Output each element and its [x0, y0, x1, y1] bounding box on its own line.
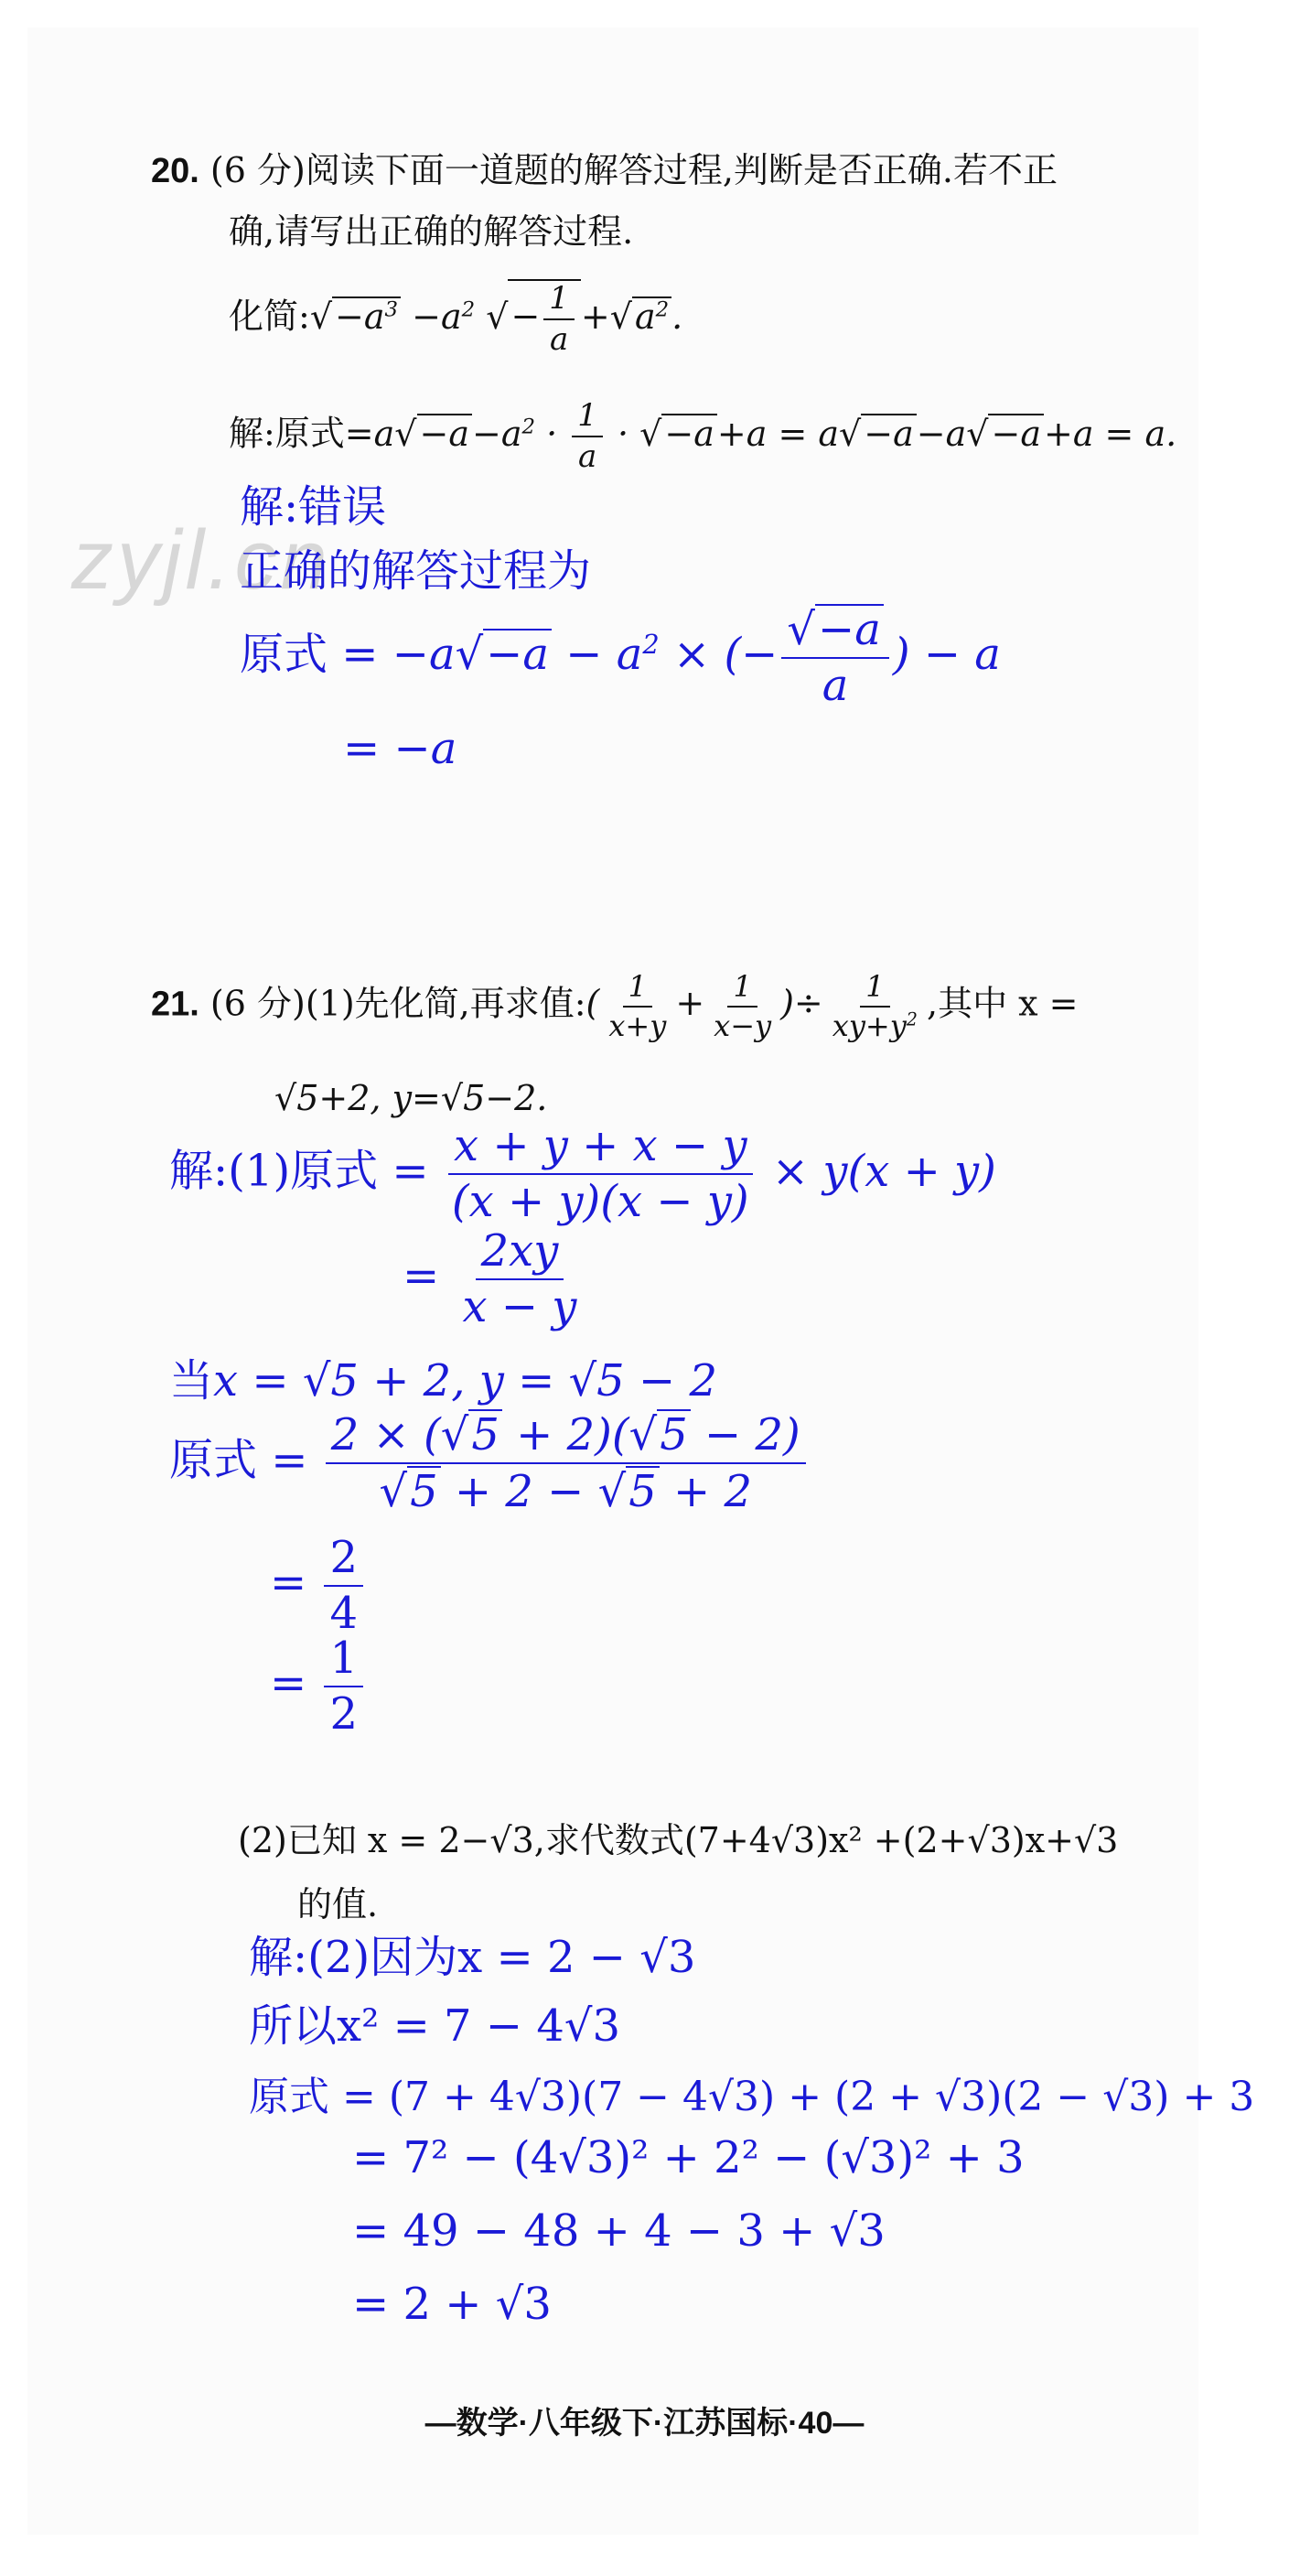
- q21-p2-line5: = 49 − 48 + 4 − 3 + √3: [352, 2205, 886, 2257]
- q21-intro: (6 分)(1)先化简,再求值:: [209, 983, 586, 1024]
- q21-p2-line1: 解:(2)因为x = 2 − √3: [249, 1932, 696, 1983]
- q21-p1-when-text: x = √5 + 2, y = √5 − 2: [213, 1355, 717, 1407]
- q21-p1-frac-a-den: 4: [329, 1588, 359, 1640]
- q21-p1-when-label: 当: [169, 1355, 214, 1407]
- q21-p1-line2: = $\frac{2xy}{x - y}$: [403, 1225, 577, 1333]
- q20-intro1: (6 分)阅读下面一道题的解答过程,判断是否正确.若不正: [209, 150, 1058, 190]
- q21-condition: √5+2, y=√5−2.: [274, 1078, 548, 1118]
- q21-p2-line4: = 7² − (4√3)² + 2² − (√3)² + 3: [352, 2132, 1025, 2183]
- q21-p2-line6: = 2 + √3: [352, 2279, 552, 2330]
- q20-solution: 解:原式$=a√-a-a^2$ · $\frac{1}{a}$ · √−a+a = a√−a−a√−a+a = a.: [229, 397, 1177, 476]
- q21-p1-frac-b-den: 2: [329, 1688, 359, 1741]
- q21-p2-line2: 所以x² = 7 − 4√3: [249, 2000, 620, 2052]
- q21-number: 21.: [151, 985, 199, 1024]
- page-footer: —数学·八年级下·江苏国标·40—: [424, 2406, 865, 2441]
- q21-line1: 21. (6 分)(1)先化简,再求值:( $\frac{1}{x+y}$ + $\frac{1}{x-y}$ )÷ $\frac{1}{xy+y^2}$ ,其中 x =: [151, 969, 1079, 1043]
- q21-p1-frac-b-num: 1: [324, 1633, 363, 1687]
- q21-p1-orig: 原式 = $\frac{2 \times (√5 + 2)(√5 - 2)}{√5 + 2 - √5 + 2}$: [169, 1409, 810, 1517]
- q20-ans-line4: = −a: [343, 723, 457, 774]
- q21-p2-line3: 原式 = (7 + 4√3)(7 − 4√3) + (2 + √3)(2 − √3) + 3: [249, 2074, 1255, 2120]
- q21-p1-label: 解:(1)原式: [169, 1145, 379, 1197]
- q21-p1-frac-a-num: 2: [324, 1533, 363, 1587]
- q20-intro2: 确,请写出正确的解答过程.: [229, 211, 634, 252]
- q21-p1-line1: 解:(1)原式 = $\frac{x + y + x - y}{(x + y)(x - y)}$ × y(x + y): [169, 1120, 996, 1228]
- q20-simplify: 化简$:√-a^3 -a^2$ √− $\frac{1}{a}$ $+√a^2$.: [229, 280, 683, 359]
- q20-line1: [151, 142, 1058, 192]
- q21-where: ,其中 x =: [927, 983, 1079, 1024]
- q21-p1-frac-a: = $\frac{2}{4}$: [270, 1533, 367, 1639]
- q21-p1-frac-b: = $\frac{1}{2}$: [270, 1633, 367, 1740]
- q20-ans-line3: 原式 = $-a√-a - a^2$ × (− $\frac{√-a}{a}$ ) − a: [240, 604, 1001, 712]
- q20-ans-line1: 解:错误: [240, 481, 387, 533]
- q20-solution-label: 解:原式=: [229, 413, 374, 454]
- q21-p1-orig-label: 原式: [169, 1434, 258, 1486]
- watermark: zyjl.cn: [71, 513, 331, 607]
- q20-ans-line3-label: 原式: [240, 629, 328, 681]
- q20-ans-line2: 正确的解答过程为: [240, 545, 592, 597]
- q21-p2-intro2: 的值.: [297, 1884, 379, 1924]
- q21-p2-intro1: (2)已知 x = 2−√3,求代数式(7+4√3)x² +(2+√3)x+√3: [238, 1820, 1119, 1860]
- q20-simplify-label: 化简:: [229, 296, 310, 337]
- q21-p1-when: [169, 1345, 717, 1408]
- q20-number: 20.: [151, 152, 199, 190]
